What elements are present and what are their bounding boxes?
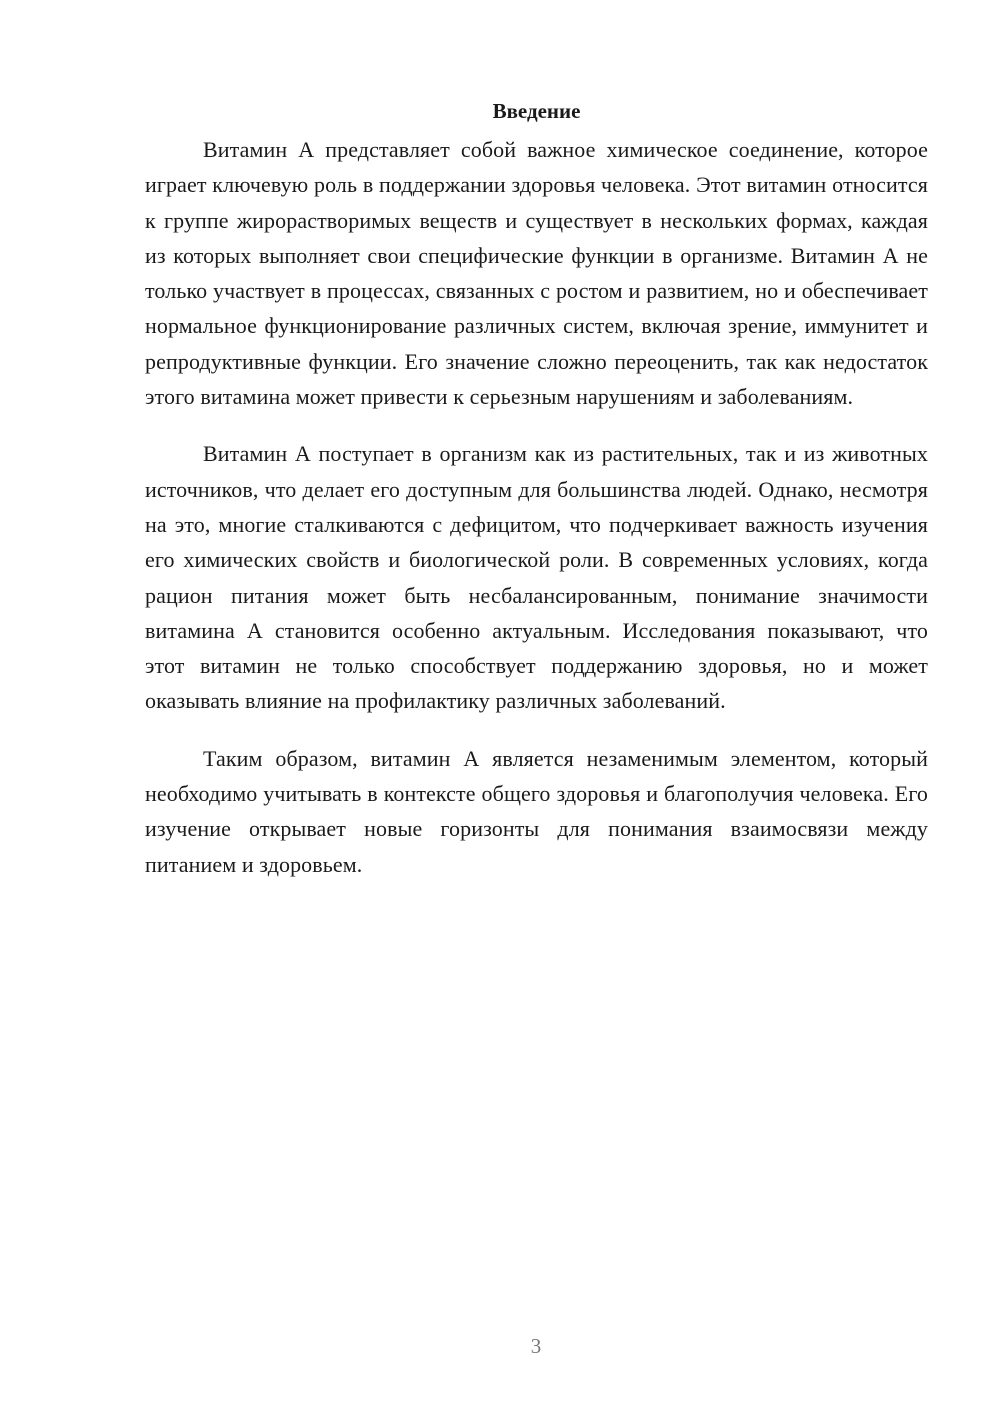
- page-content: [145, 96, 928, 904]
- paragraph-2: Витамин А поступает в организм как из растительных, так и из животных источников, что делает его доступным для большинства людей. Однако, несмотря на это, многие сталкиваются с дефицитом, что подчеркивает важность изучения его химических свойств и биологической роли. В современных условиях, когда рацион питания может быть несбалансированным, понимание значимости витамина А становится особенно актуальным. Исследования показывают, что этот витамин не только способствует поддержанию здоровья, но и может оказывать влияние на профилактику различных заболеваний.: [145, 441, 928, 714]
- paragraph-1: Витамин А представляет собой важное химическое соединение, которое играет ключевую роль в поддержании здоровья человека. Этот витамин относится к группе жирорастворимых веществ и существует в нескольких формах, каждая из которых выполняет свои специфические функции в организме. Витамин А не только участвует в процессах, связанных с ростом и развитием, но и обеспечивает нормальное функционирование различных систем, включая зрение, иммунитет и репродуктивные функции. Его значение сложно переоценить, так как недостаток этого витамина может привести к серьезным нарушениям и заболеваниям.: [145, 137, 928, 410]
- page-number: 3: [530, 1334, 542, 1358]
- paragraph-3: Таким образом, витамин А является незаменимым элементом, который необходимо учитывать в контексте общего здоровья и благополучия человека. Его изучение открывает новые горизонты для понимания взаимосвязи между питанием и здоровьем.: [145, 745, 928, 877]
- section-title: Введение: [492, 99, 581, 123]
